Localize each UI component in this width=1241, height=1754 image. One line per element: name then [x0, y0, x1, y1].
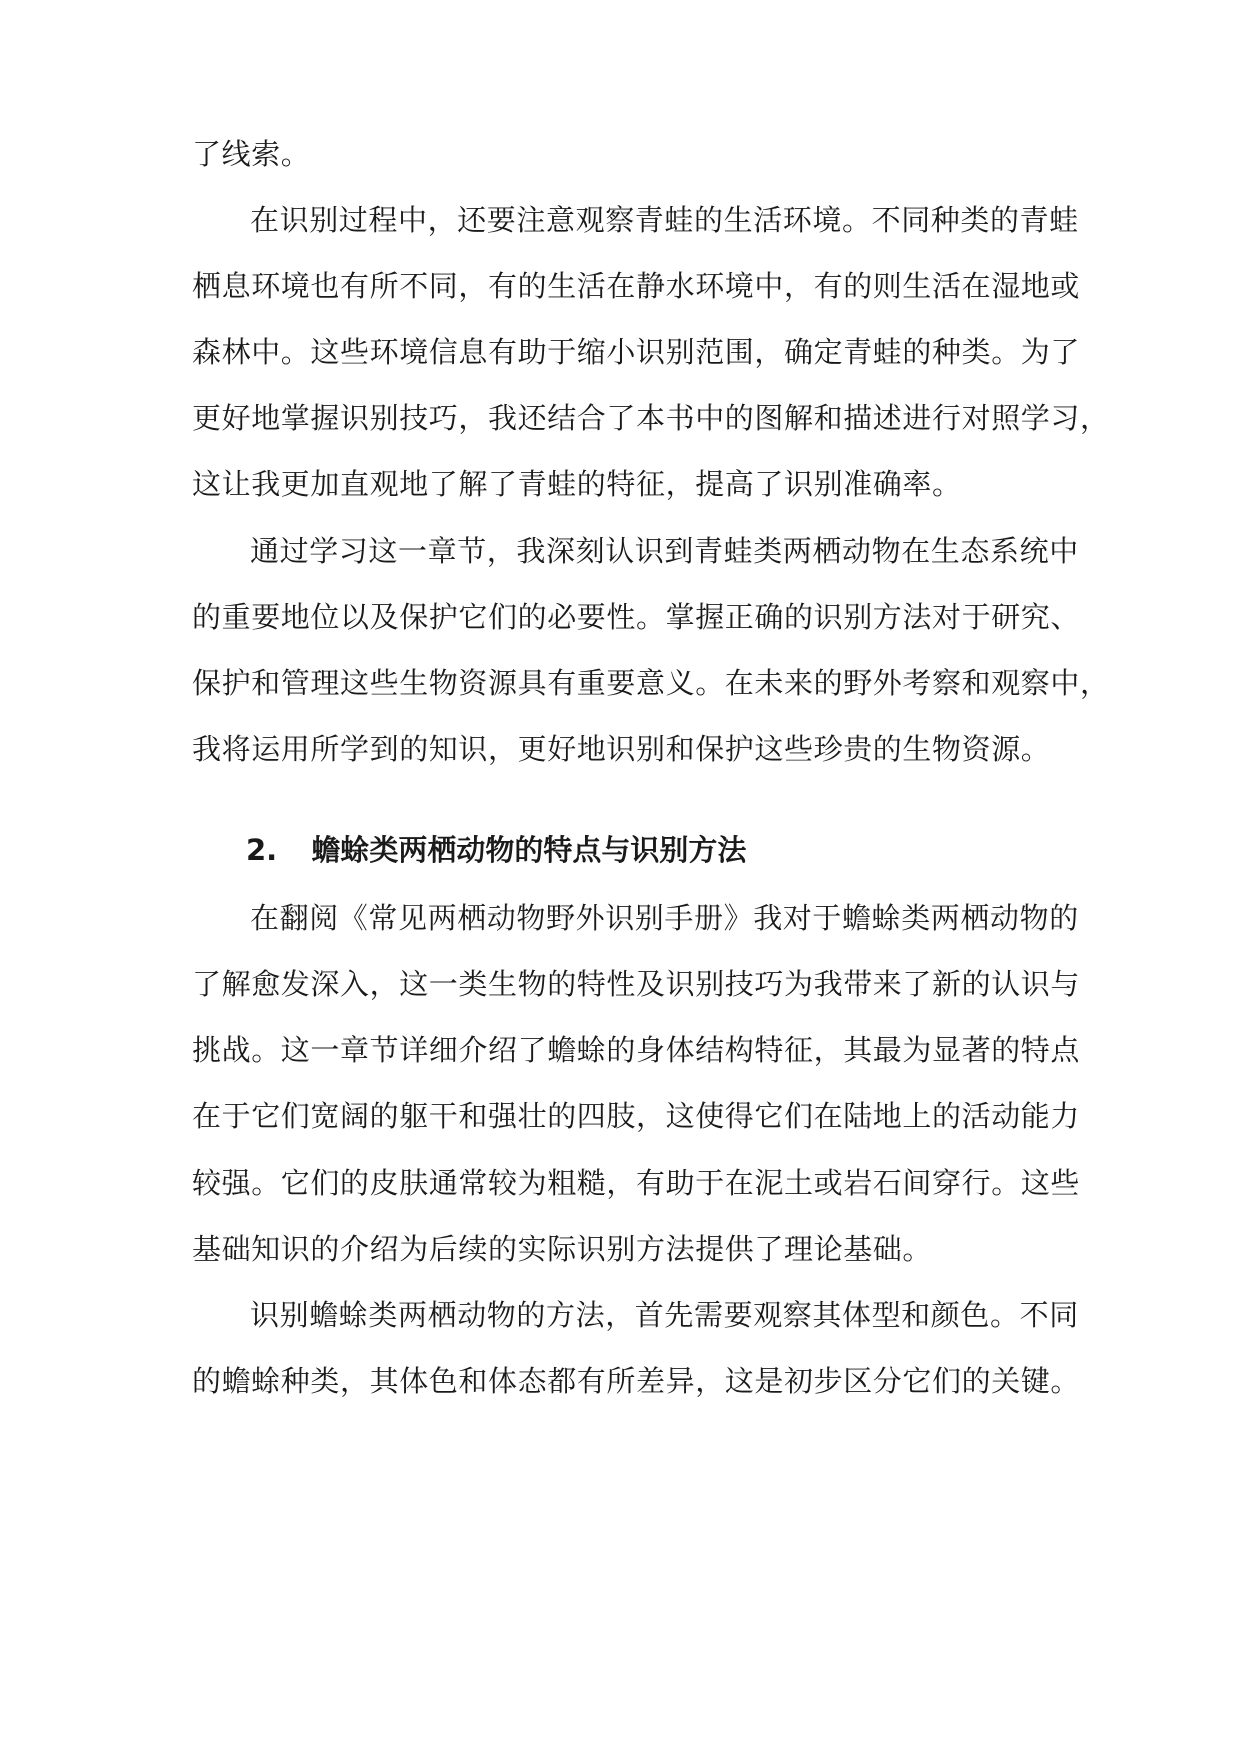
text-line: 这让我更加直观地了解了青蛙的特征，提高了识别准确率。: [192, 467, 962, 501]
text-line: 我将运用所学到的知识，更好地识别和保护这些珍贵的生物资源。: [192, 732, 1051, 766]
text-line: 的重要地位以及保护它们的必要性。掌握正确的识别方法对于研究、: [192, 600, 1081, 634]
text-line: 更好地掌握识别技巧，我还结合了本书中的图解和描述进行对照学习，: [192, 401, 1110, 435]
text-line: 了解愈发深入，这一类生物的特性及识别技巧为我带来了新的认识与: [192, 967, 1081, 1001]
text-line: 栖息环境也有所不同，有的生活在静水环境中，有的则生活在湿地或: [192, 269, 1081, 303]
section-number: 2.: [246, 833, 278, 867]
text-line: 识别蟾蜍类两栖动物的方法，首先需要观察其体型和颜色。不同: [250, 1298, 1079, 1332]
text-line: 在翻阅《常见两栖动物野外识别手册》我对于蟾蜍类两栖动物的: [250, 901, 1079, 935]
text-line: 在识别过程中，还要注意观察青蛙的生活环境。不同种类的青蛙: [250, 203, 1079, 237]
text-line: 较强。它们的皮肤通常较为粗糙，有助于在泥土或岩石间穿行。这些: [192, 1166, 1081, 1200]
text-line: 保护和管理这些生物资源具有重要意义。在未来的野外考察和观察中，: [192, 666, 1110, 700]
text-line: 的蟾蜍种类，其体色和体态都有所差异，这是初步区分它们的关键。: [192, 1364, 1081, 1398]
text-line: 森林中。这些环境信息有助于缩小识别范围，确定青蛙的种类。为了: [192, 335, 1081, 369]
text-line: 在于它们宽阔的躯干和强壮的四肢，这使得它们在陆地上的活动能力: [192, 1099, 1081, 1133]
section-heading: [246, 830, 746, 870]
text-line: 挑战。这一章节详细介绍了蟾蜍的身体结构特征，其最为显著的特点: [192, 1033, 1081, 1067]
text-line: 了线索。: [192, 137, 311, 171]
section-title: 蟾蜍类两栖动物的特点与识别方法: [311, 833, 747, 867]
text-line: 通过学习这一章节，我深刻认识到青蛙类两栖动物在生态系统中: [250, 534, 1079, 568]
text-line: 基础知识的介绍为后续的实际识别方法提供了理论基础。: [192, 1232, 933, 1266]
